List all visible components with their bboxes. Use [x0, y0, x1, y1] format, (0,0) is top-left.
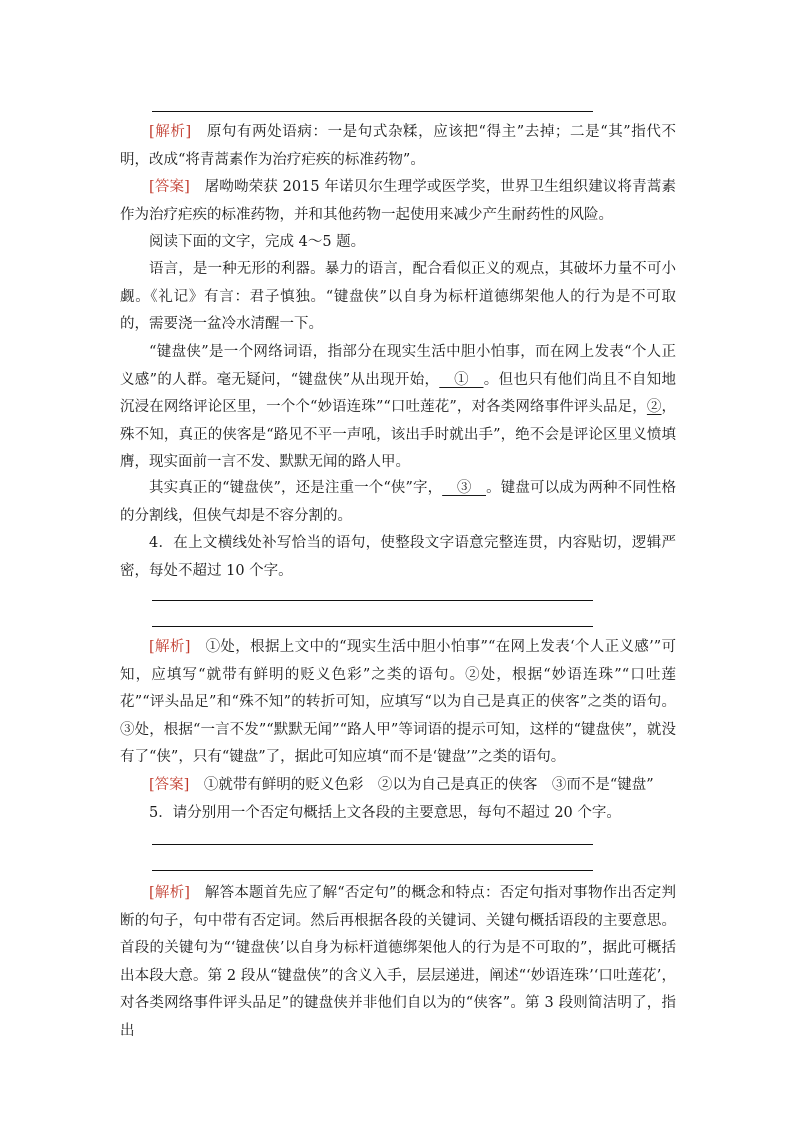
passage-text: “键盘侠”是一个网络词语，指部分在现实生活中胆小怕事，而在网上发表“个人正义感”的人群。毫无疑问，“键盘侠”从出现开始， — [120, 344, 676, 388]
analysis-paragraph-5 — [120, 880, 676, 1045]
analysis-label: [解析] — [149, 124, 192, 140]
passage-paragraph-1: 语言，是一种无形的利器。暴力的语言，配合看似正义的观点，其破坏力量不可小觑。《礼记》有言：君子慎独。“键盘侠”以自身为标杆道德绑架他人的行为是不可取的，需要浇一盆冷水清醒一下。 — [120, 261, 676, 332]
passage-paragraph-3 — [120, 475, 676, 530]
reading-instruction: 阅读下面的文字，完成 4～5 题。 — [149, 234, 366, 250]
passage-text: ，殊不知，真正的侠客是“路见不平一声吼，该出手时就出手”，绝不会是评论区里义愤填膺，现实面前一言不发、默默无闻的路人甲。 — [120, 399, 677, 470]
blank-1: __①__ — [439, 371, 484, 388]
answer-label: [答案] — [149, 777, 190, 793]
answer-label: [答案] — [149, 179, 190, 195]
answer-line — [152, 600, 593, 601]
analysis-label: [解析] — [149, 885, 190, 901]
passage-text: 。键盘可以成为两种不同性格的分割线，但侠气却是不容分割的。 — [120, 480, 677, 524]
passage-text: 其实真正的“键盘侠”，还是注重一个“侠”字， — [149, 480, 443, 496]
question-4: 4．在上文横线处补写恰当的语句，使整段文字语意完整连贯，内容贴切，逻辑严密，每处不超过 10 个字。 — [120, 535, 676, 579]
answer-line — [152, 870, 593, 871]
answer-paragraph-4 — [120, 772, 676, 800]
answer-text: 屠呦呦荣获 2015 年诺贝尔生理学或医学奖，世界卫生组织建议将青蒿素作为治疗疟疾的标准药物，并和其他药物一起使用来减少产生耐药性的风险。 — [120, 179, 676, 223]
passage-text: 。但也只有他们尚且不自知地沉浸在网络评论区里，一个个“妙语连珠”“口吐莲花”，对各类网络事件评头品足， — [120, 371, 677, 415]
answer-line — [152, 111, 593, 112]
analysis-paragraph-1 — [120, 119, 676, 174]
analysis-paragraph-4 — [120, 634, 676, 772]
answer-text: ①就带有鲜明的贬义色彩 ②以为自己是真正的侠客 ③而不是“键盘” — [203, 777, 654, 793]
analysis-text: ①处，根据上文中的“现实生活中胆小怕事”“在网上发表‘个人正义感’”可知，应填写“就带有鲜明的贬义色彩”之类的语句。②处，根据“妙语连珠”“口吐莲花”“评头品足”和“殊不知”的转折可知，应填写“以为自己是真正的侠客”之类的语句。③处，根据“一言不发”“默默无闻”“路人甲”等词语的提示可知，这样的“键盘侠”，就没有了“侠”，只有“键盘”了，据此可知应填“而不是‘键盘’”之类的语句。 — [120, 639, 676, 765]
answer-line — [152, 626, 593, 627]
blank-2: ② — [646, 399, 662, 415]
passage-paragraph-2 — [120, 339, 676, 477]
answer-paragraph-1 — [120, 174, 676, 229]
analysis-text: 解答本题首先应了解“否定句”的概念和特点：否定句指对事物作出否定判断的句子，句中带有否定词。然后再根据各段的关键词、关键句概括语段的主要意思。首段的关键句为“‘键盘侠’以自身为标杆道德绑架他人的行为是不可取的”，据此可概括出本段大意。第 2 段从“键盘侠”的含义入手，层层递进，阐述“‘妙语连珠’‘口吐莲花’，对各类网络事件评头品足”的键盘侠并非他们自以为的“侠客”。第 3 段则简洁明了，指出 — [120, 885, 676, 1039]
analysis-text: 原句有两处语病：一是句式杂糅，应该把“得主”去掉；二是“其”指代不明，改成“将青蒿素作为治疗疟疾的标准药物”。 — [120, 124, 677, 168]
question-5: 5．请分别用一个否定句概括上文各段的主要意思，每句不超过 20 个字。 — [149, 805, 621, 821]
answer-line — [152, 844, 593, 845]
blank-3: __③__ — [442, 480, 486, 496]
analysis-label: [解析] — [149, 639, 191, 655]
